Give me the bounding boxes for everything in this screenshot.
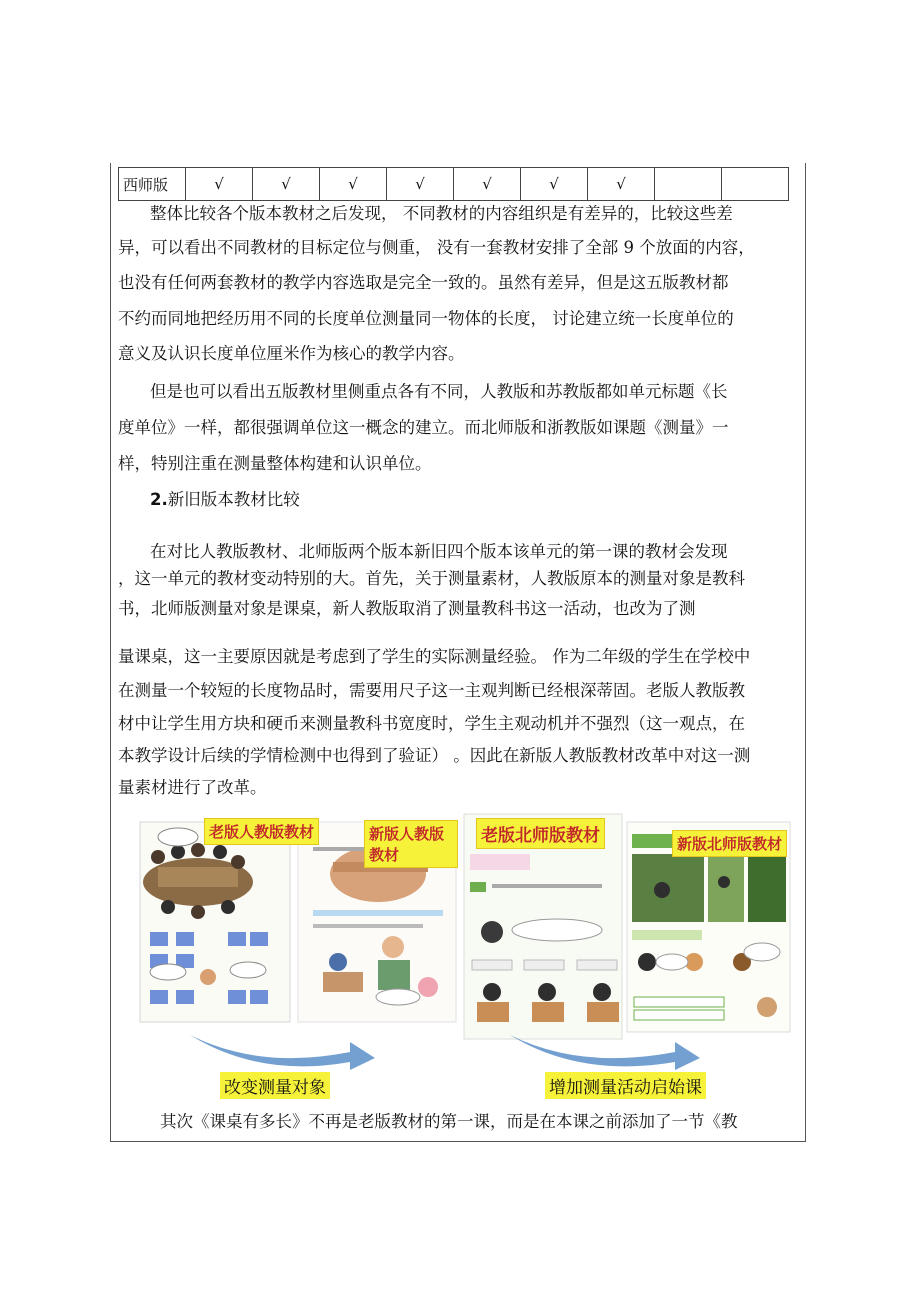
table-cell: √ [186,168,253,201]
p1-line: 不约而同地把经历用不同的长度单位测量同一物体的长度， 讨论建立统一长度单位的 [118,309,734,328]
caption-right: 增加测量活动启始课 [545,1072,706,1099]
tag-old-renjiao: 老版人教版教材 [204,818,319,845]
table-cell: √ [521,168,588,201]
comparison-table-row [118,167,789,201]
p4-line: 材中让学生用方块和硬币来测量教科书宽度时，学生主观动机并不强烈（这一观点，在 [118,714,745,733]
table-cell: √ [454,168,521,201]
table-row-label: 西师版 [119,168,186,201]
table-cell [722,168,789,201]
table-cell: √ [588,168,655,201]
table-cell [655,168,722,201]
tag-new-beishi: 新版北师版教材 [672,830,787,857]
p1-line: 整体比较各个版本教材之后发现， 不同教材的内容组织是有差异的，比较这些差 [150,204,733,223]
curved-arrow-right [510,1035,700,1070]
p2-line: 度单位》一样，都很强调单位这一概念的建立。而北师版和浙教版如课题《测量》一 [118,418,729,437]
tag-new-renjiao: 新版人教版教材 [364,820,458,868]
p4-line: 在测量一个较短的长度物品时，需要用尺子这一主观判断已经根深蒂固。老版人教版教 [118,681,745,700]
p3-line: 书，北师版测量对象是课桌，新人教版取消了测量教科书这一活动，也改为了测 [118,599,696,618]
p2-line: 但是也可以看出五版教材里侧重点各有不同，人教版和苏教版都如单元标题《长 [150,382,728,401]
p3-line: ，这一单元的教材变动特别的大。首先，关于测量素材，人教版原本的测量对象是教科 [118,569,745,588]
p4-line: 量课桌，这一主要原因就是考虑到了学生的实际测量经验。 作为二年级的学生在学校中 [118,647,751,666]
p1-line: 意义及认识长度单位厘米作为核心的教学内容。 [118,344,465,363]
curved-arrow-left [190,1035,375,1070]
section-number: 2. [150,490,168,509]
tag-old-beishi: 老版北师版教材 [476,818,605,849]
old-new-renjiao-textbook-image [138,812,458,1030]
section-title: 新旧版本教材比较 [167,490,300,509]
p1-line: 也没有任何两套教材的教学内容选取是完全一致的。虽然有差异，但是这五版教材都 [118,273,729,292]
caption-left: 改变测量对象 [220,1072,330,1099]
section-heading [150,486,300,510]
old-new-beishi-textbook-image [462,812,792,1044]
p3-line: 在对比人教版教材、北师版两个版本新旧四个版本该单元的第一课的教材会发现 [150,542,728,561]
p4-line: 本教学设计后续的学情检测中也得到了验证） 。因此在新版人教版教材改革中对这一测 [118,746,751,765]
p2-line: 样，特别注重在测量整体构建和认识单位。 [118,454,432,473]
table-cell: √ [320,168,387,201]
arrow-graphics [180,1030,740,1075]
table-cell: √ [387,168,454,201]
table-cell: √ [253,168,320,201]
p5-line: 其次《课桌有多长》不再是老版教材的第一课，而是在本课之前添加了一节《教 [160,1112,738,1131]
p4-line: 量素材进行了改革。 [118,778,267,797]
p1-line: 异，可以看出不同教材的目标定位与侧重， 没有一套教材安排了全部 9 个放面的内容， [118,238,755,257]
